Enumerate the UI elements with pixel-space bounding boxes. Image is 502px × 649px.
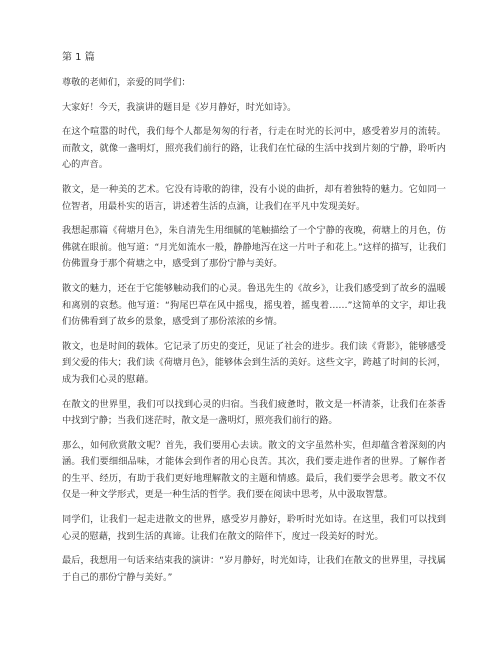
paragraph: 在散文的世界里，我们可以找到心灵的归宿。当我们疲惫时，散文是一杯清茶，让我们在茶香中找到宁静；当我们迷茫时，散文是一盏明灯，照亮我们前行的路。 — [62, 398, 446, 427]
document-page — [62, 52, 446, 594]
paragraph: 散文的魅力，还在于它能够触动我们的心灵。鲁迅先生的《故乡》，让我们感受到了故乡的温暖和离别的哀愁。他写道：“狗尾巴草在风中摇曳，摇曳着，摇曳着……”这简单的文字，却让我们仿佛看到了故乡的景象，感受到了那份浓浓的乡情。 — [62, 282, 446, 328]
paragraph: 那么，如何欣赏散文呢？首先，我们要用心去读。散文的文字虽然朴实，但却蕴含着深刻的内涵。我们要细细品味，才能体会到作者的用心良苦。其次，我们要走进作者的世界。了解作者的生平、经历，有助于我们更好地理解散文的主题和情感。最后，我们要学会思考。散文不仅仅是一种文学形式，更是一种生活的哲学。我们要在阅读中思考，从中汲取智慧。 — [62, 439, 446, 501]
paragraph: 同学们，让我们一起走进散文的世界，感受岁月静好，聆听时光如诗。在这里，我们可以找到心灵的慰藉，找到生活的真谛。让我们在散文的陪伴下，度过一段美好的时光。 — [62, 514, 446, 542]
paragraph-closing: 最后，我想用一句话来结束我的演讲：“岁月静好，时光如诗，让我们在散文的世界里，寻找属于自己的那份宁静与美好。” — [62, 555, 446, 583]
paragraph-greeting: 尊敬的老师们，亲爱的同学们： — [62, 77, 191, 88]
document-heading: 第 1 篇 — [62, 52, 95, 63]
paragraph-intro: 大家好！今天，我演讲的题目是《岁月静好，时光如诗》。 — [62, 101, 297, 113]
paragraph: 散文，也是时间的载体。它记录了历史的变迁，见证了社会的进步。我们读《背影》，能够感受到父爱的伟大；我们读《荷塘月色》，能够体会到生活的美好。这些文字，跨越了时间的长河，成为我们心灵的慰藉。 — [62, 340, 446, 385]
paragraph: 散文，是一种美的艺术。它没有诗歌的韵律，没有小说的曲折，却有着独特的魅力。它如同一位智者，用最朴实的语言，讲述着生活的点滴，让我们在平凡中发现美好。 — [62, 183, 446, 212]
paragraph: 在这个喧嚣的时代，我们每个人都是匆匆的行者，行走在时光的长河中，感受着岁月的流转。而散文，就像一盏明灯，照亮我们前行的路，让我们在忙碌的生活中找到片刻的宁静，聆听内心的声音。 — [62, 126, 446, 171]
paragraph: 我想起那篇《荷塘月色》，朱自清先生用细腻的笔触描绘了一个宁静的夜晚，荷塘上的月色，仿佛就在眼前。他写道：“月光如流水一般，静静地泻在这一片叶子和花上。”这样的描写，让我们仿佛置身于那个荷塘之中，感受到了那份宁静与美好。 — [62, 225, 446, 270]
